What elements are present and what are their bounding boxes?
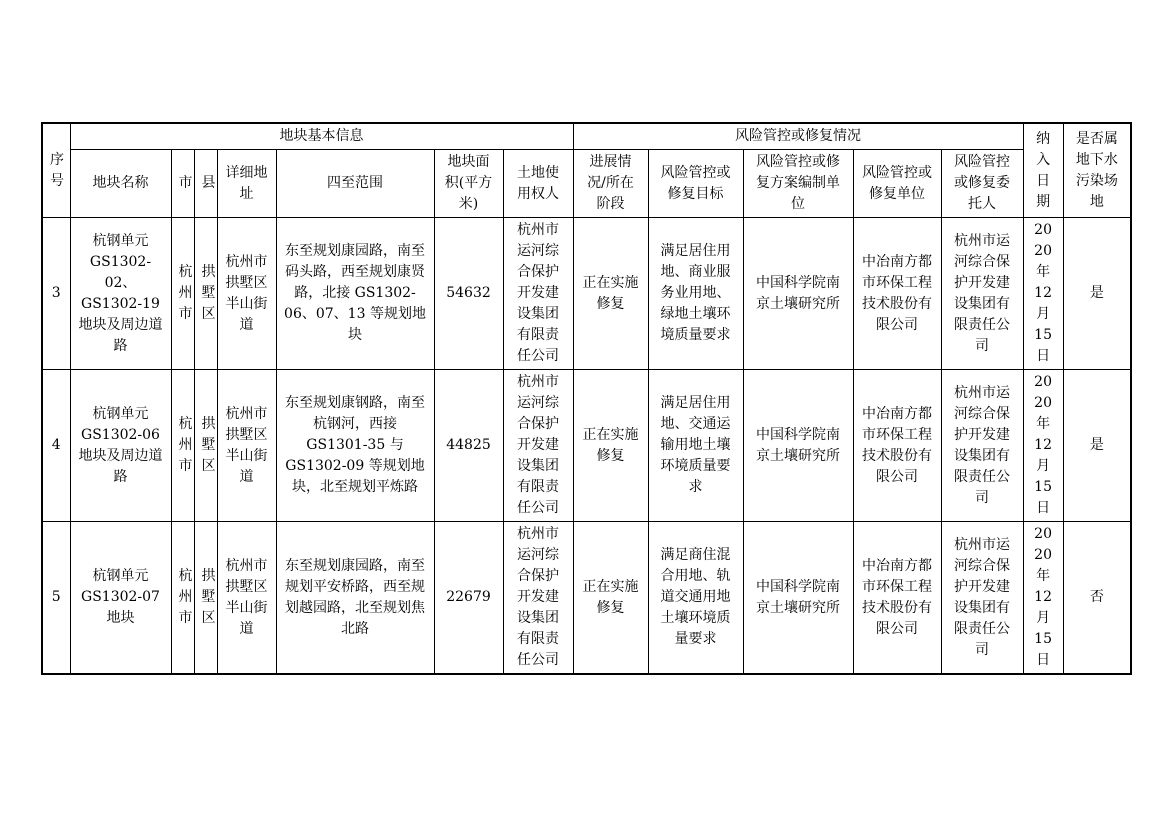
- cell-county: 拱墅区: [194, 522, 217, 675]
- header-land-user: 土地使用权人: [503, 150, 573, 218]
- cell-target: 满足居住用地、交通运输用地土壤环境质量要求: [648, 370, 743, 522]
- cell-repair-unit: 中冶南方都市环保工程技术股份有限公司: [853, 370, 941, 522]
- cell-client: 杭州市运河综合保护开发建设集团有限责任公司: [941, 218, 1023, 370]
- cell-progress: 正在实施修复: [573, 370, 648, 522]
- cell-target: 满足居住用地、商业服务业用地、绿地土壤环境质量要求: [648, 218, 743, 370]
- cell-area: 22679: [434, 522, 503, 675]
- cell-address: 杭州市拱墅区半山街道: [217, 522, 276, 675]
- header-county: 县: [194, 150, 217, 218]
- header-address: 详细地址: [217, 150, 276, 218]
- cell-date: 2020年12月15日: [1023, 522, 1063, 675]
- cell-boundary: 东至规划康园路，南至码头路，西至规划康贤路，北接 GS1302-06、07、13 等规划地块: [276, 218, 434, 370]
- cell-repair-unit: 中冶南方都市环保工程技术股份有限公司: [853, 218, 941, 370]
- header-boundary: 四至范围: [276, 150, 434, 218]
- header-serial: 序号: [42, 123, 70, 218]
- cell-groundwater: 否: [1063, 522, 1131, 675]
- cell-serial: 5: [42, 522, 70, 675]
- table-row: [42, 370, 1131, 522]
- header-plan-unit: 风险管控或修复方案编制单位: [743, 150, 853, 218]
- cell-client: 杭州市运河综合保护开发建设集团有限责任公司: [941, 522, 1023, 675]
- cell-repair-unit: 中冶南方都市环保工程技术股份有限公司: [853, 522, 941, 675]
- header-row-columns: [42, 150, 1131, 218]
- cell-groundwater: 是: [1063, 370, 1131, 522]
- header-groundwater: 是否属地下水污染场地: [1063, 123, 1131, 218]
- cell-serial: 4: [42, 370, 70, 522]
- cell-plan-unit: 中国科学院南京土壤研究所: [743, 522, 853, 675]
- cell-city: 杭州市: [171, 370, 194, 522]
- cell-progress: 正在实施修复: [573, 522, 648, 675]
- header-risk-group: 风险管控或修复情况: [573, 123, 1023, 150]
- header-area: 地块面积(平方米): [434, 150, 503, 218]
- header-target: 风险管控或修复目标: [648, 150, 743, 218]
- cell-plan-unit: 中国科学院南京土壤研究所: [743, 218, 853, 370]
- cell-address: 杭州市拱墅区半山街道: [217, 370, 276, 522]
- table-row: [42, 218, 1131, 370]
- cell-county: 拱墅区: [194, 370, 217, 522]
- cell-target: 满足商住混合用地、轨道交通用地土壤环境质量要求: [648, 522, 743, 675]
- cell-parcel-name: 杭钢单元GS1302-06地块及周边道路: [70, 370, 171, 522]
- cell-address: 杭州市拱墅区半山街道: [217, 218, 276, 370]
- cell-progress: 正在实施修复: [573, 218, 648, 370]
- cell-land-user: 杭州市运河综合保护开发建设集团有限责任公司: [503, 370, 573, 522]
- cell-city: 杭州市: [171, 218, 194, 370]
- cell-parcel-name: 杭钢单元GS1302-07地块: [70, 522, 171, 675]
- header-city: 市: [171, 150, 194, 218]
- table-row: [42, 522, 1131, 675]
- cell-land-user: 杭州市运河综合保护开发建设集团有限责任公司: [503, 522, 573, 675]
- cell-boundary: 东至规划康钢路，南至杭钢河，西接 GS1301-35 与 GS1302-09 等规划地块，北至规划平炼路: [276, 370, 434, 522]
- cell-serial: 3: [42, 218, 70, 370]
- header-repair-unit: 风险管控或修复单位: [853, 150, 941, 218]
- header-parcel-name: 地块名称: [70, 150, 171, 218]
- cell-area: 44825: [434, 370, 503, 522]
- cell-plan-unit: 中国科学院南京土壤研究所: [743, 370, 853, 522]
- cell-client: 杭州市运河综合保护开发建设集团有限责任公司: [941, 370, 1023, 522]
- cell-land-user: 杭州市运河综合保护开发建设集团有限责任公司: [503, 218, 573, 370]
- land-parcel-table: [41, 122, 1132, 675]
- cell-area: 54632: [434, 218, 503, 370]
- cell-boundary: 东至规划康园路，南至规划平安桥路，西至规划越园路，北至规划焦北路: [276, 522, 434, 675]
- header-progress: 进展情况/所在阶段: [573, 150, 648, 218]
- header-row-groups: [42, 123, 1131, 150]
- cell-date: 2020年12月15日: [1023, 218, 1063, 370]
- cell-groundwater: 是: [1063, 218, 1131, 370]
- cell-county: 拱墅区: [194, 218, 217, 370]
- header-client: 风险管控或修复委托人: [941, 150, 1023, 218]
- cell-city: 杭州市: [171, 522, 194, 675]
- header-date: 纳入日期: [1023, 123, 1063, 218]
- header-basic-info-group: 地块基本信息: [70, 123, 573, 150]
- cell-parcel-name: 杭钢单元GS1302-02、GS1302-19地块及周边道路: [70, 218, 171, 370]
- cell-date: 2020年12月15日: [1023, 370, 1063, 522]
